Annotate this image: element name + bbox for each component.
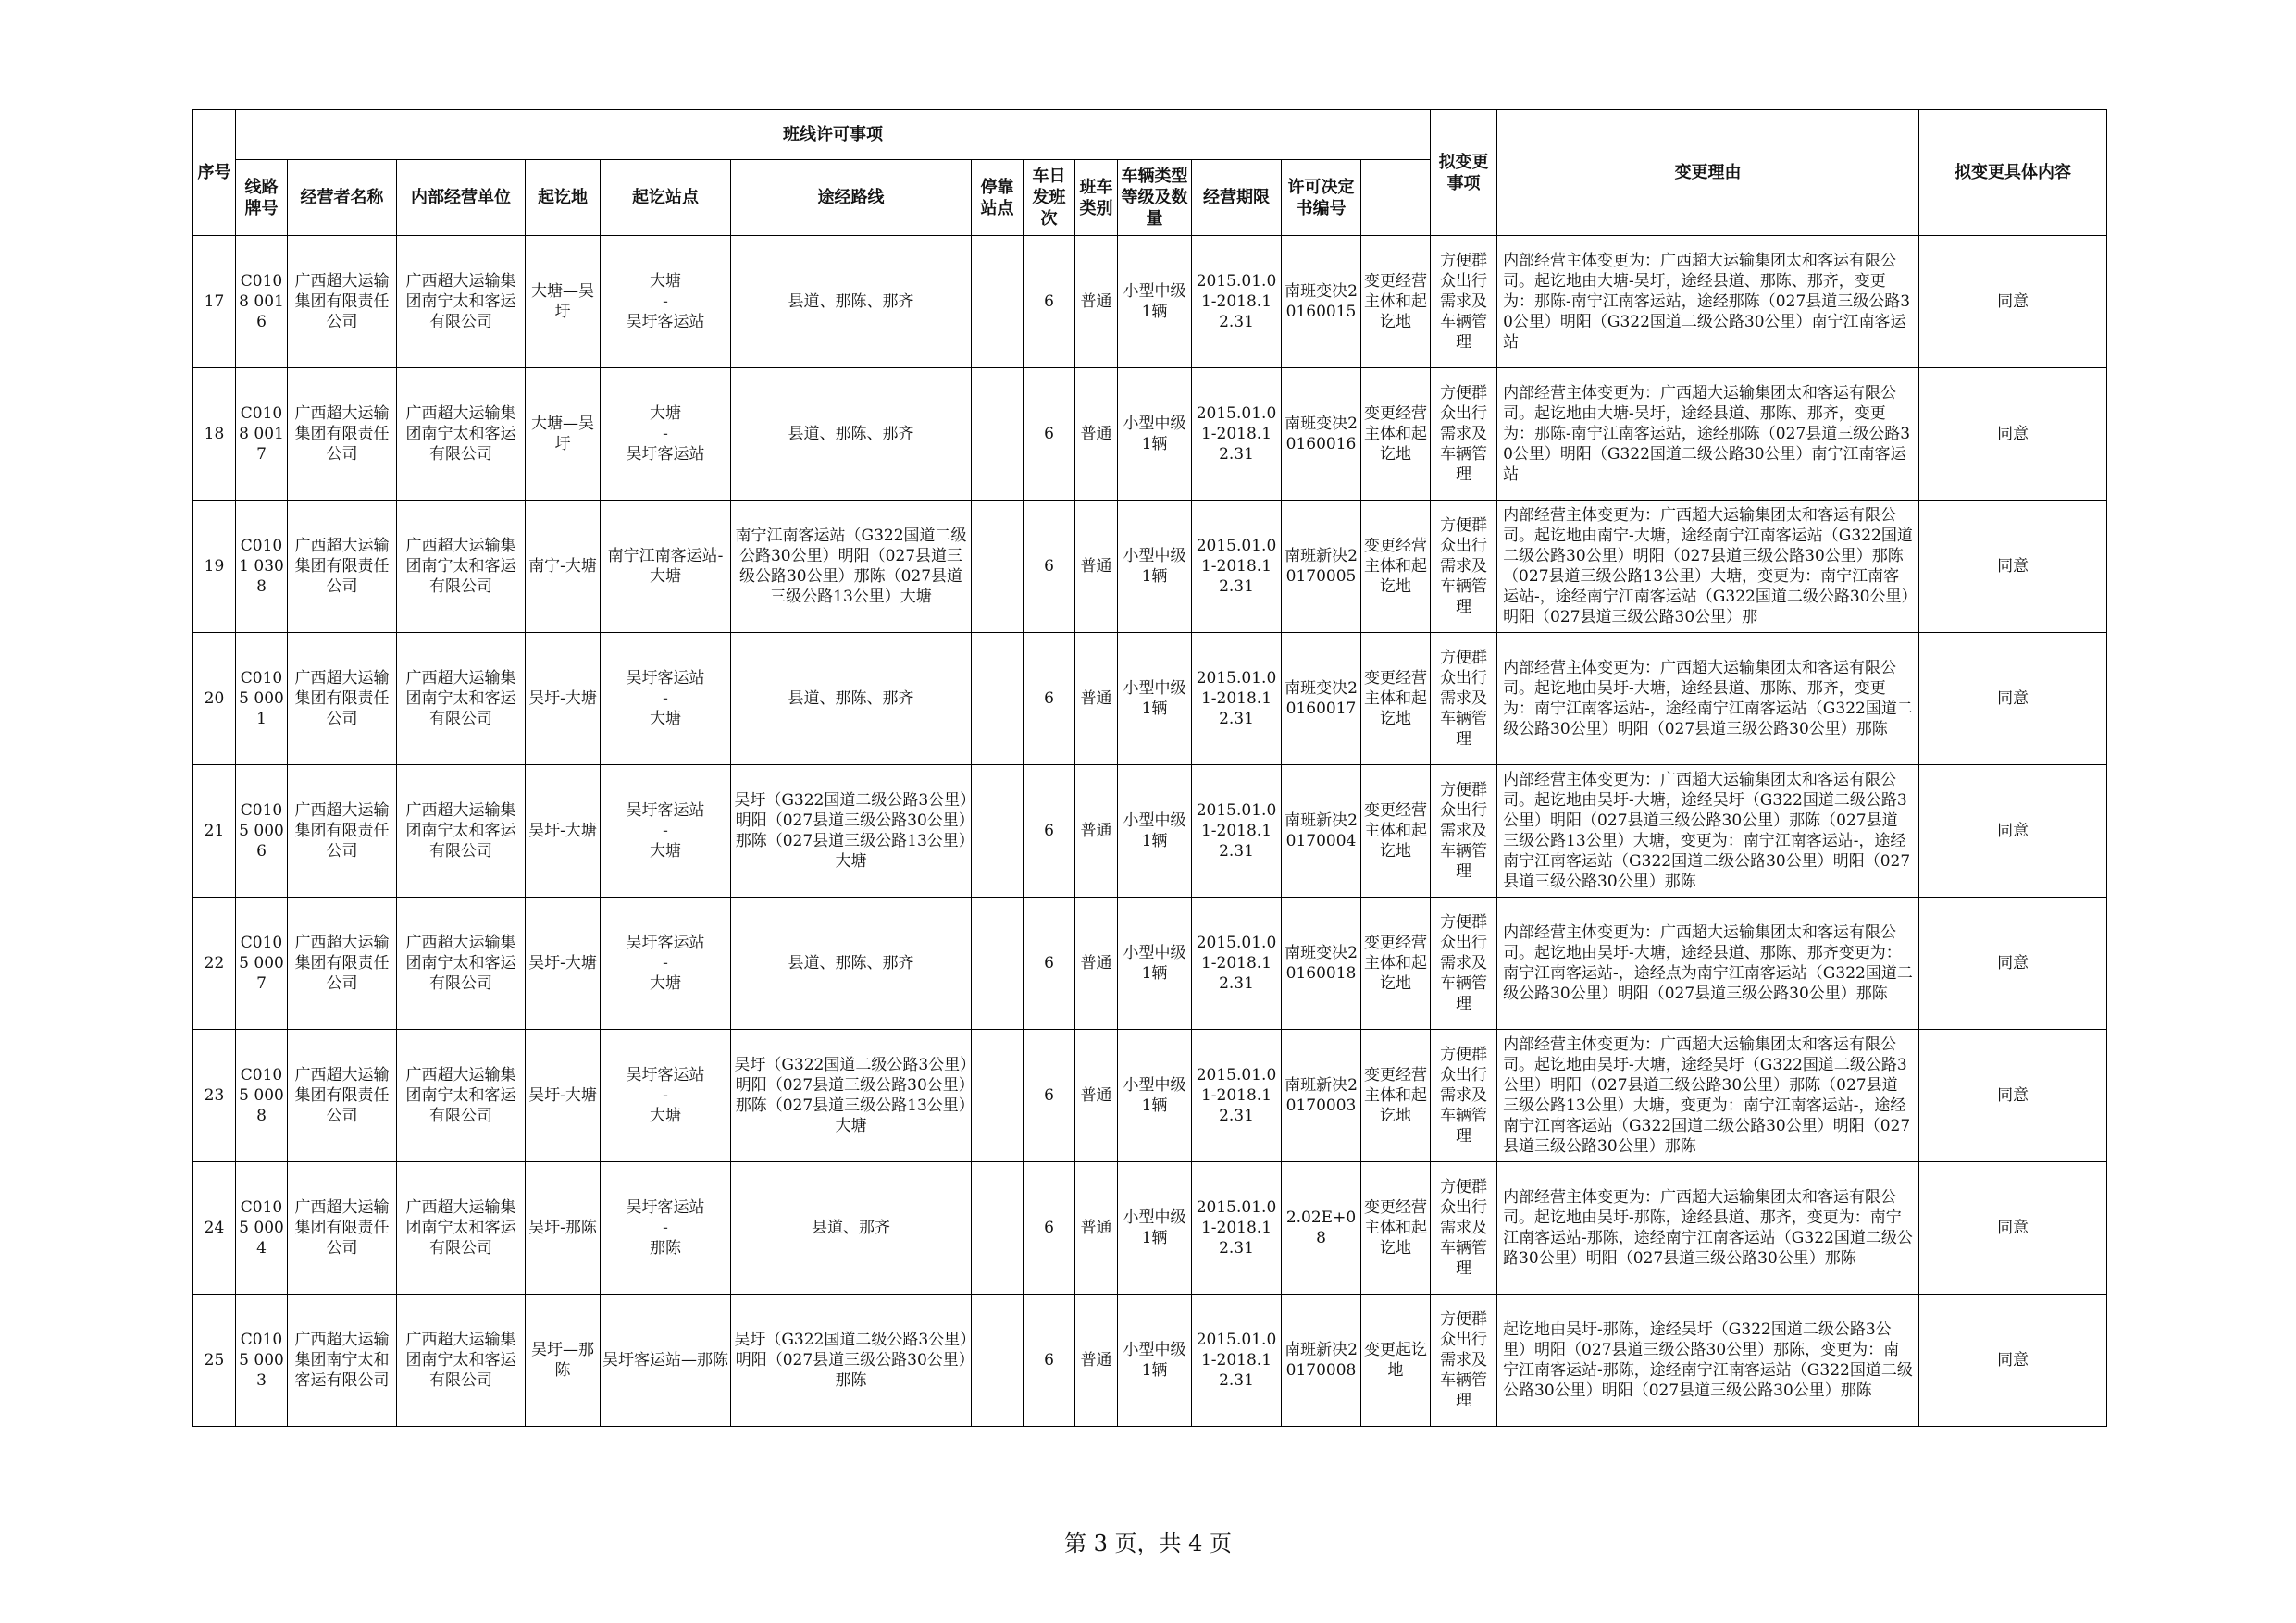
station-from: 大塘 — [650, 272, 681, 291]
cell-operator: 广西超大运输集团有限责任公司 — [288, 1162, 397, 1295]
cell-license-no: 南班新决20170004 — [1282, 765, 1361, 898]
station-from: 吴圩客运站 — [626, 1198, 705, 1217]
cell-daily-trips: 6 — [1024, 1162, 1075, 1295]
cell-vehicle: 小型中级 1辆 — [1118, 368, 1192, 501]
cell-origin-dest: 南宁-大塘 — [526, 501, 601, 633]
cell-service-type: 普通 — [1075, 501, 1118, 633]
cell-operator: 广西超大运输集团有限责任公司 — [288, 765, 397, 898]
cell-license-no: 南班变决20160015 — [1282, 236, 1361, 368]
header-service-type: 班车类别 — [1075, 160, 1118, 236]
cell-service-type: 普通 — [1075, 765, 1118, 898]
cell-change-content: 内部经营主体变更为：广西超大运输集团太和客运有限公司。起讫地由吴圩-那陈，途经县道、那齐，变更为：南宁江南客运站-那陈，途经南宁江南客运站（G322国道二级公路30公里）明阳（027县道三级公路30公里）那陈 — [1497, 1162, 1919, 1295]
cell-service-type: 普通 — [1075, 898, 1118, 1030]
cell-daily-trips: 6 — [1024, 898, 1075, 1030]
cell-change-content: 内部经营主体变更为：广西超大运输集团太和客运有限公司。起讫地由南宁-大塘，途经南宁江南客运站（G322国道二级公路30公里）明阳（027县道三级公路30公里）那陈（027县道三级公路13公里）大塘，变更为：南宁江南客运站-，途经南宁江南客运站（G322国道二级公路30公里）明阳（027县道三级公路30公里）那 — [1497, 501, 1919, 633]
cell-operator: 广西超大运输集团有限责任公司 — [288, 501, 397, 633]
cell-internal-unit: 广西超大运输集团南宁太和客运有限公司 — [397, 765, 526, 898]
table-body — [193, 236, 2107, 1427]
cell-stations — [601, 368, 731, 501]
cell-origin-dest: 吴圩—那陈 — [526, 1295, 601, 1427]
cell-route: 吴圩（G322国道二级公路3公里）明阳（027县道三级公路30公里）那陈（027县道三级公路13公里）大塘 — [731, 765, 972, 898]
header-daily-trips: 车日发班次 — [1024, 160, 1075, 236]
table-row — [193, 1295, 2107, 1427]
cell-seq: 22 — [193, 898, 236, 1030]
cell-change-item: 变更经营主体和起讫地 — [1361, 1030, 1431, 1162]
header-route: 途经路线 — [731, 160, 972, 236]
cell-change-item: 变更起讫地 — [1361, 1295, 1431, 1427]
station-separator: - — [663, 292, 668, 311]
header-stops: 停靠站点 — [972, 160, 1024, 236]
station-from: 南宁江南客运站-大塘 — [607, 547, 724, 586]
cell-vehicle: 小型中级 1辆 — [1118, 1295, 1192, 1427]
cell-change-reason: 方便群众出行需求及车辆管理 — [1431, 633, 1497, 765]
cell-remark: 同意 — [1919, 1295, 2107, 1427]
cell-operator: 广西超大运输集团有限责任公司 — [288, 368, 397, 501]
cell-remark: 同意 — [1919, 633, 2107, 765]
table-row — [193, 1030, 2107, 1162]
cell-seq: 21 — [193, 765, 236, 898]
cell-service-type: 普通 — [1075, 1295, 1118, 1427]
cell-internal-unit: 广西超大运输集团南宁太和客运有限公司 — [397, 236, 526, 368]
cell-seq: 17 — [193, 236, 236, 368]
cell-daily-trips: 6 — [1024, 765, 1075, 898]
cell-vehicle: 小型中级 1辆 — [1118, 633, 1192, 765]
cell-line-no: C0108 0017 — [236, 368, 288, 501]
station-separator: - — [663, 1086, 668, 1105]
cell-change-content: 内部经营主体变更为：广西超大运输集团太和客运有限公司。起讫地由吴圩-大塘，途经吴圩（G322国道二级公路3公里）明阳（027县道三级公路30公里）那陈（027县道三级公路13公里）大塘，变更为：南宁江南客运站-，途经南宁江南客运站（G322国道二级公路30公里）明阳（027县道三级公路30公里）那陈 — [1497, 765, 1919, 898]
cell-daily-trips: 6 — [1024, 1030, 1075, 1162]
cell-stations — [601, 898, 731, 1030]
cell-route: 县道、那陈、那齐 — [731, 368, 972, 501]
cell-stops — [972, 236, 1024, 368]
table-row — [193, 765, 2107, 898]
cell-change-reason: 方便群众出行需求及车辆管理 — [1431, 236, 1497, 368]
cell-change-content: 内部经营主体变更为：广西超大运输集团太和客运有限公司。起讫地由大塘-吴圩，途经县道、那陈、那齐，变更为：那陈-南宁江南客运站，途经那陈（027县道三级公路30公里）明阳（G322国道二级公路30公里）南宁江南客运站 — [1497, 368, 1919, 501]
cell-route: 县道、那齐 — [731, 1162, 972, 1295]
cell-line-no: C0105 0007 — [236, 898, 288, 1030]
cell-period: 2015.01.01-2018.12.31 — [1192, 898, 1282, 1030]
header-stations: 起讫站点 — [601, 160, 731, 236]
cell-period: 2015.01.01-2018.12.31 — [1192, 765, 1282, 898]
cell-period: 2015.01.01-2018.12.31 — [1192, 236, 1282, 368]
cell-license-no: 南班新决20170005 — [1282, 501, 1361, 633]
station-to: 那陈 — [650, 1239, 681, 1258]
station-separator: - — [663, 954, 668, 973]
cell-internal-unit: 广西超大运输集团南宁太和客运有限公司 — [397, 633, 526, 765]
station-to: 大塘 — [650, 842, 681, 861]
cell-route: 县道、那陈、那齐 — [731, 236, 972, 368]
cell-period: 2015.01.01-2018.12.31 — [1192, 368, 1282, 501]
cell-line-no: C0105 0008 — [236, 1030, 288, 1162]
cell-change-reason: 方便群众出行需求及车辆管理 — [1431, 501, 1497, 633]
cell-origin-dest: 吴圩-那陈 — [526, 1162, 601, 1295]
cell-license-no: 2.02E+08 — [1282, 1162, 1361, 1295]
station-to: 吴圩客运站 — [626, 313, 705, 331]
cell-vehicle: 小型中级 1辆 — [1118, 765, 1192, 898]
cell-period: 2015.01.01-2018.12.31 — [1192, 1162, 1282, 1295]
cell-change-content: 内部经营主体变更为：广西超大运输集团太和客运有限公司。起讫地由吴圩-大塘，途经县道、那陈、那齐变更为：南宁江南客运站-，途经点为南宁江南客运站（G322国道二级公路30公里）明阳（027县道三级公路30公里）那陈 — [1497, 898, 1919, 1030]
header-operator: 经营者名称 — [288, 160, 397, 236]
cell-change-reason: 方便群众出行需求及车辆管理 — [1431, 765, 1497, 898]
header-period: 经营期限 — [1192, 160, 1282, 236]
cell-stops — [972, 368, 1024, 501]
cell-change-reason: 方便群众出行需求及车辆管理 — [1431, 1030, 1497, 1162]
cell-change-item: 变更经营主体和起讫地 — [1361, 898, 1431, 1030]
cell-vehicle: 小型中级 1辆 — [1118, 1030, 1192, 1162]
cell-route: 县道、那陈、那齐 — [731, 898, 972, 1030]
cell-line-no: C0105 0001 — [236, 633, 288, 765]
cell-line-no: C0105 0006 — [236, 765, 288, 898]
cell-stations — [601, 1162, 731, 1295]
cell-remark: 同意 — [1919, 368, 2107, 501]
table-row — [193, 898, 2107, 1030]
station-separator: - — [663, 689, 668, 708]
cell-change-item: 变更经营主体和起讫地 — [1361, 765, 1431, 898]
header-seq: 序号 — [193, 110, 236, 236]
cell-stops — [972, 1030, 1024, 1162]
header-internal-unit: 内部经营单位 — [397, 160, 526, 236]
station-separator: - — [663, 1219, 668, 1237]
cell-service-type: 普通 — [1075, 1162, 1118, 1295]
cell-daily-trips: 6 — [1024, 368, 1075, 501]
cell-change-content: 内部经营主体变更为：广西超大运输集团太和客运有限公司。起讫地由吴圩-大塘，途经吴圩（G322国道二级公路3公里）明阳（027县道三级公路30公里）那陈（027县道三级公路13公里）大塘，变更为：南宁江南客运站-，途经南宁江南客运站（G322国道二级公路30公里）明阳（027县道三级公路30公里）那陈 — [1497, 1030, 1919, 1162]
cell-change-item: 变更经营主体和起讫地 — [1361, 633, 1431, 765]
station-to: 大塘 — [650, 710, 681, 728]
cell-stops — [972, 1162, 1024, 1295]
cell-line-no: C0101 0308 — [236, 501, 288, 633]
cell-origin-dest: 大塘—吴圩 — [526, 236, 601, 368]
cell-seq: 24 — [193, 1162, 236, 1295]
header-origin-dest: 起讫地 — [526, 160, 601, 236]
cell-license-no: 南班变决20160017 — [1282, 633, 1361, 765]
cell-vehicle: 小型中级 1辆 — [1118, 898, 1192, 1030]
cell-operator: 广西超大运输集团有限责任公司 — [288, 898, 397, 1030]
page-footer: 第 3 页，共 4 页 — [1063, 1530, 1233, 1556]
station-from: 吴圩客运站 — [626, 1066, 705, 1084]
cell-service-type: 普通 — [1075, 368, 1118, 501]
cell-vehicle: 小型中级 1辆 — [1118, 1162, 1192, 1295]
cell-change-reason: 方便群众出行需求及车辆管理 — [1431, 368, 1497, 501]
station-from: 吴圩客运站 — [626, 934, 705, 952]
cell-change-content: 内部经营主体变更为：广西超大运输集团太和客运有限公司。起讫地由吴圩-大塘，途经县道、那陈、那齐，变更为：南宁江南客运站-，途经南宁江南客运站（G322国道二级公路30公里）明阳（027县道三级公路30公里）那陈 — [1497, 633, 1919, 765]
cell-internal-unit: 广西超大运输集团南宁太和客运有限公司 — [397, 1295, 526, 1427]
cell-origin-dest: 吴圩-大塘 — [526, 1030, 601, 1162]
cell-remark: 同意 — [1919, 1162, 2107, 1295]
cell-license-no: 南班变决20160018 — [1282, 898, 1361, 1030]
table-row — [193, 501, 2107, 633]
cell-change-content: 内部经营主体变更为：广西超大运输集团太和客运有限公司。起讫地由大塘-吴圩，途经县道、那陈、那齐，变更为：那陈-南宁江南客运站，途经那陈（027县道三级公路30公里）明阳（G322国道二级公路30公里）南宁江南客运站 — [1497, 236, 1919, 368]
cell-operator: 广西超大运输集团有限责任公司 — [288, 633, 397, 765]
cell-seq: 20 — [193, 633, 236, 765]
cell-period: 2015.01.01-2018.12.31 — [1192, 1030, 1282, 1162]
station-from: 吴圩客运站 — [626, 669, 705, 688]
cell-change-content: 起讫地由吴圩-那陈，途经吴圩（G322国道二级公路3公里）明阳（027县道三级公路30公里）那陈，变更为：南宁江南客运站-那陈，途经南宁江南客运站（G322国道二级公路30公里）明阳（027县道三级公路30公里）那陈 — [1497, 1295, 1919, 1427]
cell-line-no: C0108 0016 — [236, 236, 288, 368]
cell-change-reason: 方便群众出行需求及车辆管理 — [1431, 1295, 1497, 1427]
cell-internal-unit: 广西超大运输集团南宁太和客运有限公司 — [397, 1030, 526, 1162]
cell-stations — [601, 501, 731, 633]
cell-license-no: 南班变决20160016 — [1282, 368, 1361, 501]
cell-remark: 同意 — [1919, 898, 2107, 1030]
cell-period: 2015.01.01-2018.12.31 — [1192, 633, 1282, 765]
cell-stops — [972, 1295, 1024, 1427]
cell-stops — [972, 765, 1024, 898]
cell-seq: 25 — [193, 1295, 236, 1427]
cell-seq: 23 — [193, 1030, 236, 1162]
cell-vehicle: 小型中级 1辆 — [1118, 501, 1192, 633]
station-from: 吴圩客运站—那陈 — [602, 1351, 728, 1369]
cell-license-no: 南班新决20170003 — [1282, 1030, 1361, 1162]
cell-stations — [601, 236, 731, 368]
cell-route: 吴圩（G322国道二级公路3公里）明阳（027县道三级公路30公里）那陈（027县道三级公路13公里）大塘 — [731, 1030, 972, 1162]
cell-remark: 同意 — [1919, 501, 2107, 633]
table-row — [193, 1162, 2107, 1295]
cell-stops — [972, 633, 1024, 765]
table-row — [193, 236, 2107, 368]
cell-service-type: 普通 — [1075, 1030, 1118, 1162]
cell-internal-unit: 广西超大运输集团南宁太和客运有限公司 — [397, 368, 526, 501]
cell-seq: 19 — [193, 501, 236, 633]
cell-origin-dest: 吴圩-大塘 — [526, 633, 601, 765]
cell-operator: 广西超大运输集团有限责任公司 — [288, 236, 397, 368]
cell-remark: 同意 — [1919, 765, 2107, 898]
cell-vehicle: 小型中级 1辆 — [1118, 236, 1192, 368]
station-from: 大塘 — [650, 404, 681, 423]
permit-change-table — [192, 109, 2107, 1427]
cell-route: 吴圩（G322国道二级公路3公里）明阳（027县道三级公路30公里）那陈 — [731, 1295, 972, 1427]
cell-internal-unit: 广西超大运输集团南宁太和客运有限公司 — [397, 898, 526, 1030]
cell-change-item: 变更经营主体和起讫地 — [1361, 368, 1431, 501]
cell-daily-trips: 6 — [1024, 501, 1075, 633]
header-change-content: 拟变更具体内容 — [1919, 110, 2107, 236]
station-to: 大塘 — [650, 974, 681, 993]
cell-service-type: 普通 — [1075, 633, 1118, 765]
table-row — [193, 368, 2107, 501]
cell-license-no: 南班新决20170008 — [1282, 1295, 1361, 1427]
cell-change-reason: 方便群众出行需求及车辆管理 — [1431, 898, 1497, 1030]
cell-internal-unit: 广西超大运输集团南宁太和客运有限公司 — [397, 501, 526, 633]
cell-remark: 同意 — [1919, 1030, 2107, 1162]
station-separator: - — [663, 425, 668, 443]
cell-origin-dest: 吴圩-大塘 — [526, 765, 601, 898]
cell-route: 南宁江南客运站（G322国道二级公路30公里）明阳（027县道三级公路30公里）那陈（027县道三级公路13公里）大塘 — [731, 501, 972, 633]
station-to: 吴圩客运站 — [626, 445, 705, 464]
cell-daily-trips: 6 — [1024, 236, 1075, 368]
cell-internal-unit: 广西超大运输集团南宁太和客运有限公司 — [397, 1162, 526, 1295]
cell-stations — [601, 765, 731, 898]
header-change-reason: 变更理由 — [1497, 110, 1919, 236]
cell-service-type: 普通 — [1075, 236, 1118, 368]
cell-stations — [601, 1295, 731, 1427]
cell-seq: 18 — [193, 368, 236, 501]
cell-remark: 同意 — [1919, 236, 2107, 368]
header-group-permit: 班线许可事项 — [236, 110, 1431, 160]
cell-change-reason: 方便群众出行需求及车辆管理 — [1431, 1162, 1497, 1295]
cell-daily-trips: 6 — [1024, 633, 1075, 765]
cell-daily-trips: 6 — [1024, 1295, 1075, 1427]
cell-line-no: C0105 0003 — [236, 1295, 288, 1427]
station-from: 吴圩客运站 — [626, 801, 705, 820]
header-vehicle: 车辆类型等级及数量 — [1118, 160, 1192, 236]
header-license-no: 许可决定书编号 — [1282, 160, 1361, 236]
cell-origin-dest: 吴圩-大塘 — [526, 898, 601, 1030]
cell-period: 2015.01.01-2018.12.31 — [1192, 501, 1282, 633]
cell-operator: 广西超大运输集团有限责任公司 — [288, 1030, 397, 1162]
header-line-no: 线路牌号 — [236, 160, 288, 236]
cell-stops — [972, 898, 1024, 1030]
header-change-item: 拟变更事项 — [1431, 110, 1497, 236]
cell-stations — [601, 633, 731, 765]
cell-change-item: 变更经营主体和起讫地 — [1361, 1162, 1431, 1295]
cell-line-no: C0105 0004 — [236, 1162, 288, 1295]
cell-stations — [601, 1030, 731, 1162]
cell-period: 2015.01.01-2018.12.31 — [1192, 1295, 1282, 1427]
cell-change-item: 变更经营主体和起讫地 — [1361, 501, 1431, 633]
station-to: 大塘 — [650, 1107, 681, 1125]
cell-origin-dest: 大塘—吴圩 — [526, 368, 601, 501]
cell-operator: 广西超大运输集团南宁太和客运有限公司 — [288, 1295, 397, 1427]
cell-route: 县道、那陈、那齐 — [731, 633, 972, 765]
table-row — [193, 633, 2107, 765]
cell-stops — [972, 501, 1024, 633]
station-separator: - — [663, 822, 668, 840]
cell-change-item: 变更经营主体和起讫地 — [1361, 236, 1431, 368]
